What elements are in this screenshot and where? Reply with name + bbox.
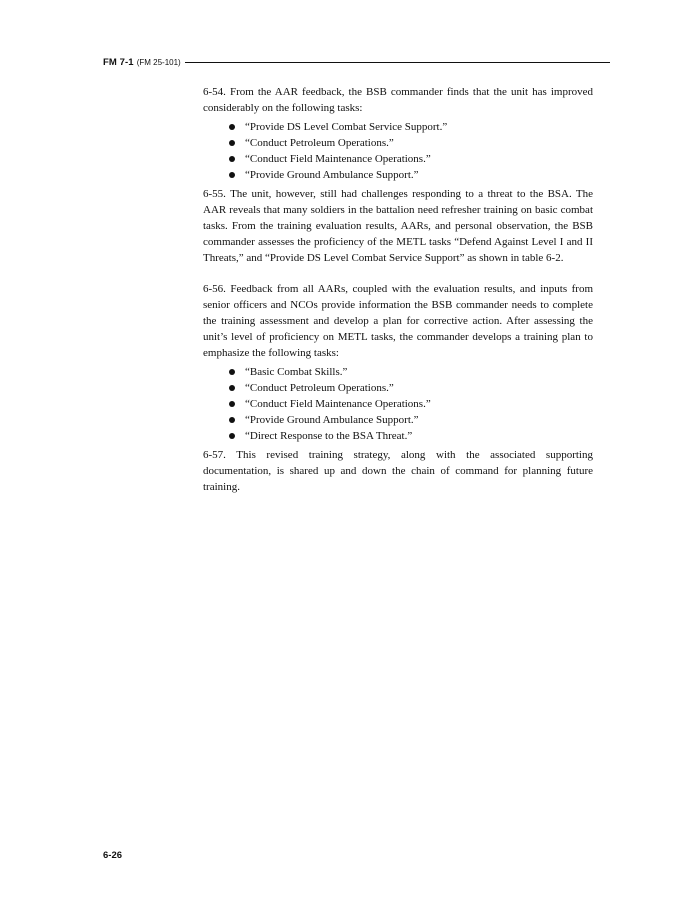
list-item <box>203 428 593 444</box>
list-item-text: “Conduct Field Maintenance Operations.” <box>245 398 431 410</box>
manual-number: FM 7-1 <box>103 56 134 68</box>
bullet-icon <box>229 172 235 178</box>
list-item <box>203 151 593 167</box>
list-item <box>203 380 593 396</box>
list-item <box>203 135 593 151</box>
bullet-icon <box>229 417 235 423</box>
list-item <box>203 412 593 428</box>
list-item-text: “Basic Combat Skills.” <box>245 366 348 378</box>
list-item-text: “Conduct Petroleum Operations.” <box>245 382 394 394</box>
page-header <box>103 55 610 69</box>
list-item-text: “Provide Ground Ambulance Support.” <box>245 169 419 181</box>
paragraph-6-54: 6-54. From the AAR feedback, the BSB commander finds that the unit has improved considerably on the following tasks: <box>203 86 593 114</box>
bullet-icon <box>229 433 235 439</box>
paragraph-6-55: 6-55. The unit, however, still had challenges responding to a threat to the BSA. The AAR reveals that many soldiers in the battalion need refresher training on basic combat tasks. From the training evaluation results, AARs, and personal observation, the BSB commander assesses the proficiency of the METL tasks “Defend Against Level I and II Threats,” and “Provide DS Level Combat Service Support” as shown in table 6-2. <box>203 188 593 264</box>
list-item-text: “Provide Ground Ambulance Support.” <box>245 414 419 426</box>
bullet-icon <box>229 385 235 391</box>
training-plan-tasks-list <box>203 364 593 444</box>
paragraph-6-56: 6-56. Feedback from all AARs, coupled with the evaluation results, and inputs from senior officers and NCOs provide information the BSB commander needs to complete the training assessment and develop a plan for corrective action. After assessing the unit’s level of proficiency on METL tasks, the commander develops a training plan to emphasize the following tasks: <box>203 283 593 359</box>
bullet-icon <box>229 369 235 375</box>
list-item <box>203 167 593 183</box>
bullet-icon <box>229 140 235 146</box>
list-item <box>203 119 593 135</box>
list-item-text: “Conduct Petroleum Operations.” <box>245 137 394 149</box>
header-rule <box>185 62 610 63</box>
bullet-icon <box>229 124 235 130</box>
superseded-manual: (FM 25-101) <box>136 57 181 67</box>
list-item-text: “Conduct Field Maintenance Operations.” <box>245 153 431 165</box>
list-item <box>203 364 593 380</box>
page-number: 6-26 <box>103 850 123 861</box>
list-item <box>203 396 593 412</box>
improved-tasks-list <box>203 119 593 183</box>
paragraph-6-57: 6-57. This revised training strategy, along with the associated supporting documentation, is shared up and down the chain of command for planning future training. <box>203 449 593 493</box>
page-body <box>203 84 593 498</box>
bullet-icon <box>229 401 235 407</box>
bullet-icon <box>229 156 235 162</box>
list-item-text: “Direct Response to the BSA Threat.” <box>245 430 413 442</box>
list-item-text: “Provide DS Level Combat Service Support.” <box>245 121 448 133</box>
